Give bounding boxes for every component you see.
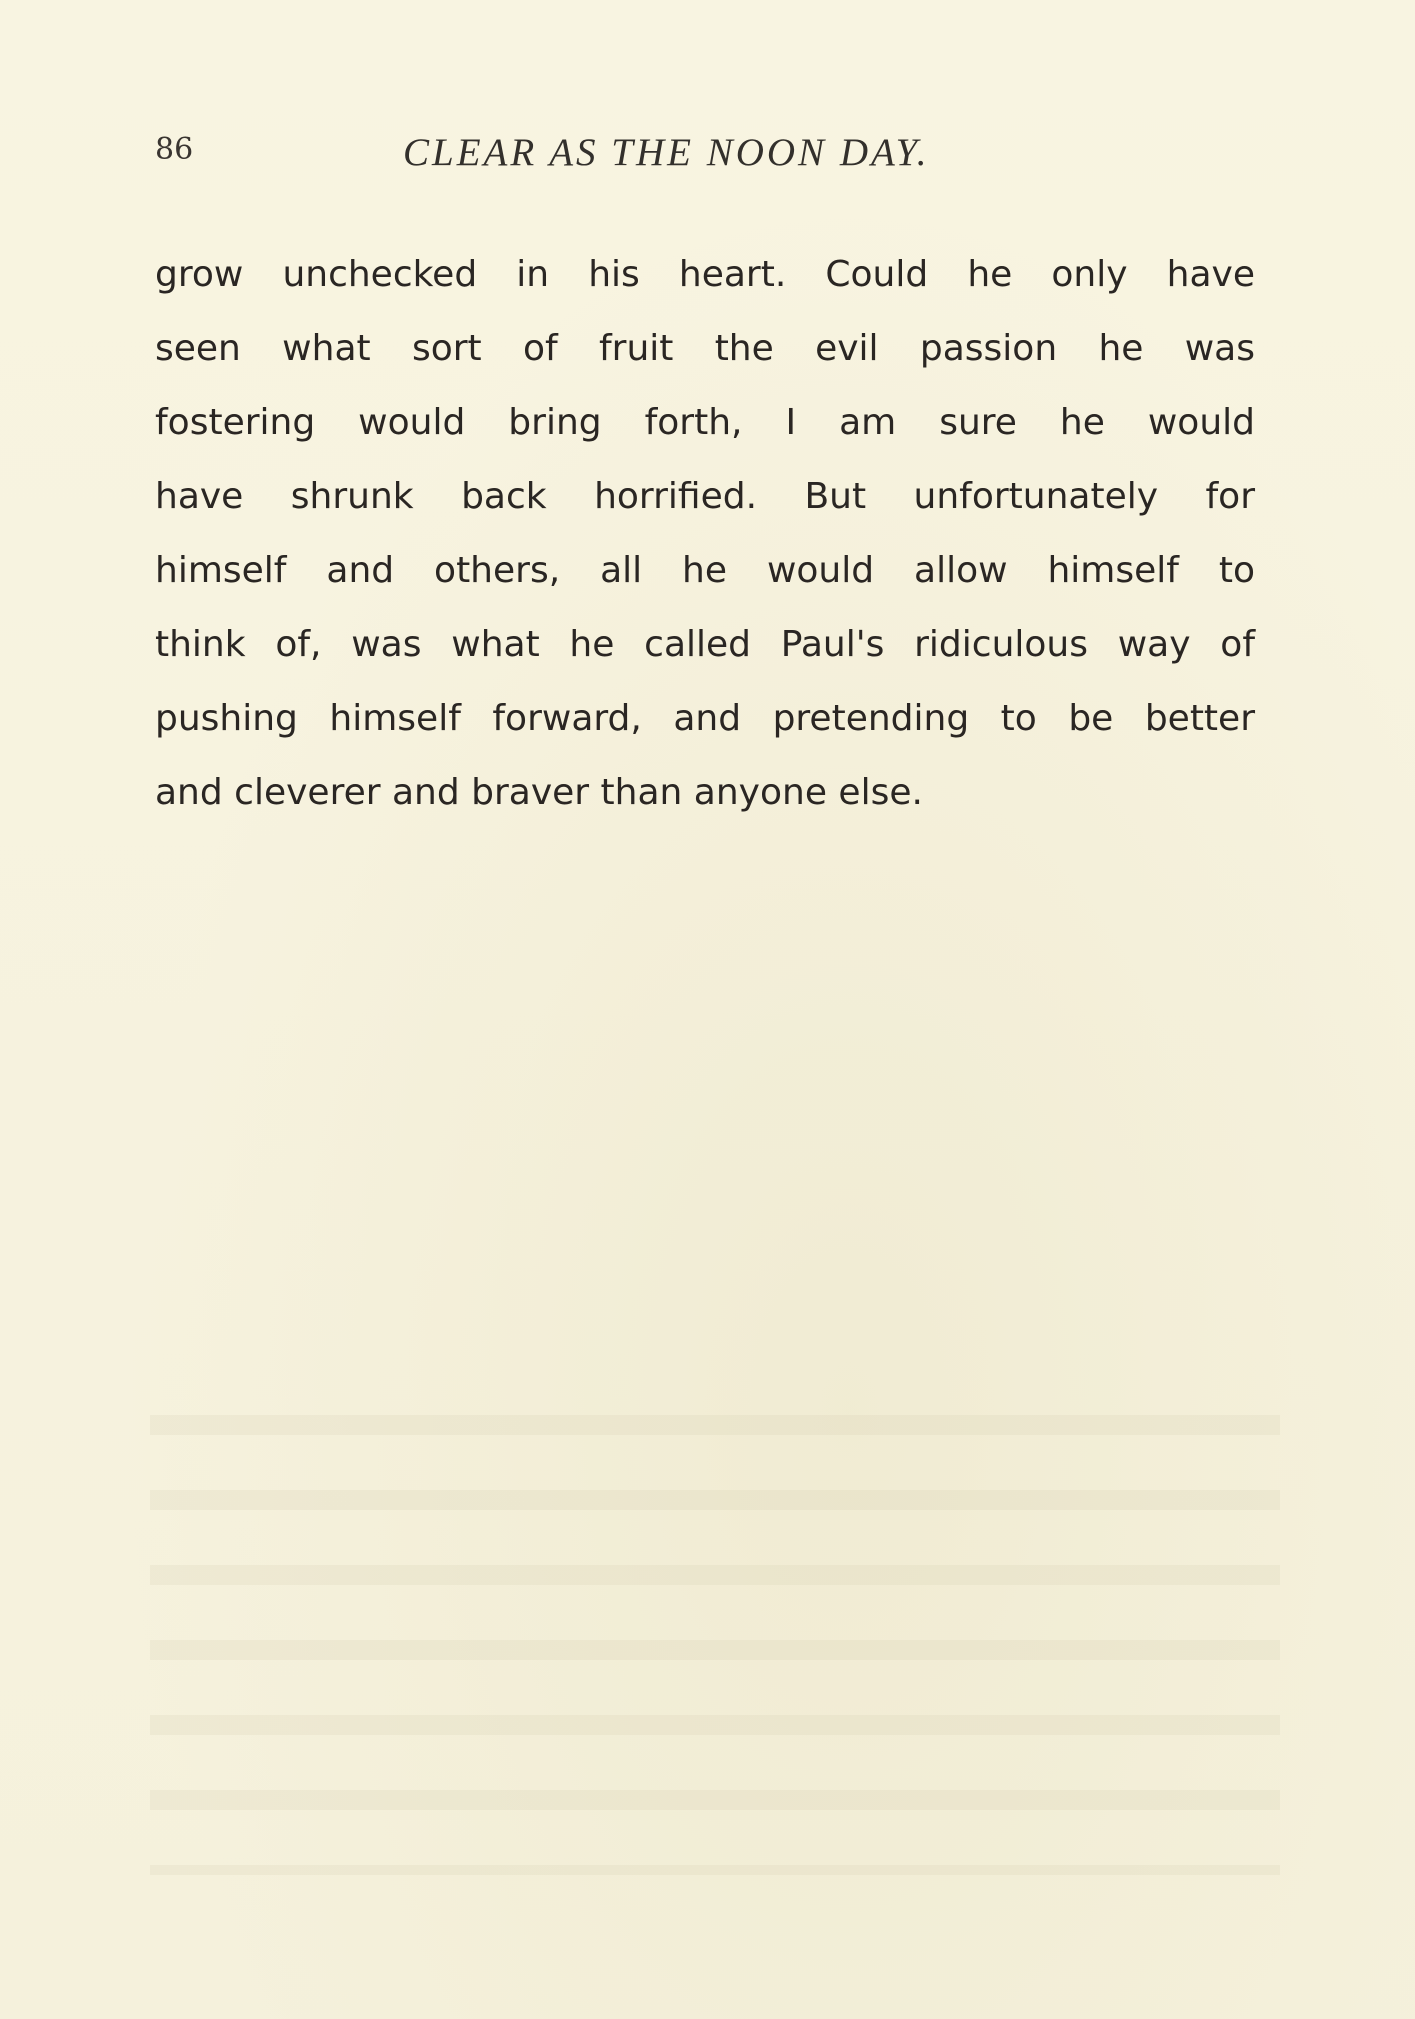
text-line: grow unchecked in his heart. Could he only have (155, 254, 1255, 295)
show-through-shadow (150, 1375, 1280, 1875)
running-title: CLEAR AS THE NOON DAY. (403, 131, 930, 174)
text-line: fostering would bring forth, I am sure he would (155, 402, 1255, 443)
page-number: 86 (155, 132, 194, 167)
text-line: seen what sort of fruit the evil passion he was (155, 328, 1255, 369)
text-line: pushing himself forward, and pretending to be better (155, 698, 1255, 739)
text-line: himself and others, all he would allow himself to (155, 550, 1255, 591)
body-paragraph (155, 238, 1255, 830)
text-line: think of, was what he called Paul's ridiculous way of (155, 624, 1255, 665)
text-line: have shrunk back horrified. But unfortunately for (155, 476, 1255, 517)
text-line: and cleverer and braver than anyone else. (155, 772, 923, 813)
running-head (155, 132, 1255, 182)
